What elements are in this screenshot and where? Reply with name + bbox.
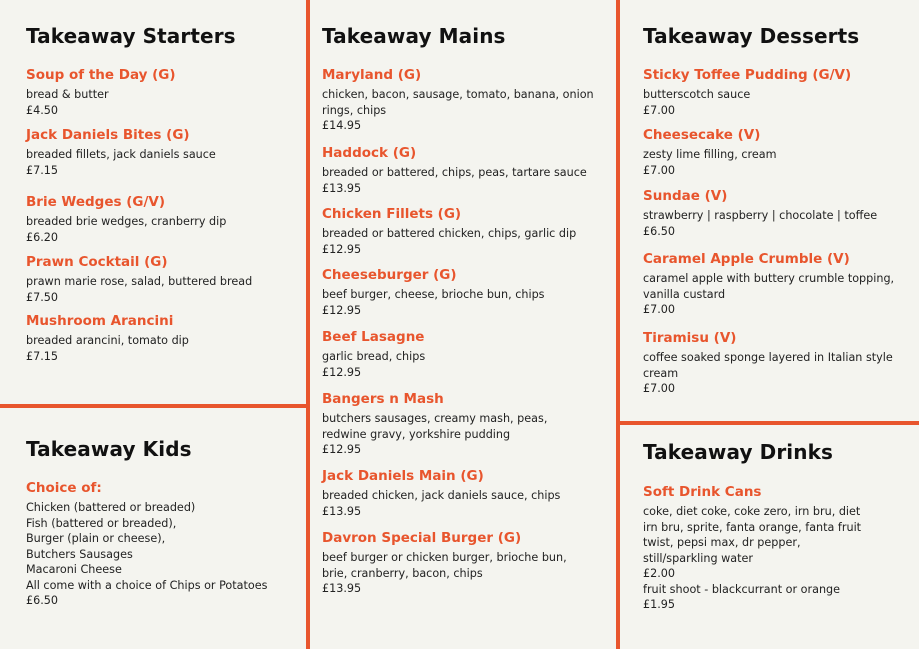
item-desc: coke, diet coke, coke zero, irn bru, diet irn bru, sprite, fanta orange, fanta fruit twist, pepsi max, dr pepper, still/sparkling water xyxy=(643,505,862,565)
item-name: Brie Wedges (G/V) xyxy=(26,194,166,210)
drinks-section xyxy=(643,440,898,640)
item-desc: strawberry | raspberry | chocolate | toffee xyxy=(643,209,878,222)
kids-title: Takeaway Kids xyxy=(26,437,192,461)
item-name: Bangers n Mash xyxy=(322,391,444,407)
kids-option: Butchers Sausages xyxy=(26,547,133,561)
item-desc: caramel apple with buttery crumble topping, vanilla custard xyxy=(643,272,895,301)
item-price: £6.20 xyxy=(26,230,59,244)
item-price: £7.50 xyxy=(26,290,59,304)
desserts-title: Takeaway Desserts xyxy=(643,24,860,48)
item-price: £7.00 xyxy=(643,382,676,395)
menu-item xyxy=(643,250,905,318)
item-desc: chicken, bacon, sausage, tomato, banana, onion rings, chips xyxy=(322,88,594,117)
item-desc: butchers sausages, creamy mash, peas, redwine gravy, yorkshire pudding xyxy=(322,412,548,441)
starters-section xyxy=(26,24,298,394)
starters-title: Takeaway Starters xyxy=(26,24,236,48)
item-price: £13.95 xyxy=(322,582,362,595)
item-desc: prawn marie rose, salad, buttered bread xyxy=(26,275,253,288)
menu-item xyxy=(26,66,298,118)
menu-item xyxy=(26,193,298,245)
item-desc: garlic bread, chips xyxy=(322,350,426,363)
item-name: Cheeseburger (G) xyxy=(322,267,457,283)
item-name: Haddock (G) xyxy=(322,145,417,161)
item-name: Jack Daniels Main (G) xyxy=(322,468,484,484)
item-price: £13.95 xyxy=(322,181,362,195)
menu-item xyxy=(643,126,905,178)
item-name: Beef Lasagne xyxy=(322,329,425,345)
item-name: Soup of the Day (G) xyxy=(26,67,176,83)
mains-title: Takeaway Mains xyxy=(322,24,506,48)
item-desc: breaded brie wedges, cranberry dip xyxy=(26,215,227,228)
item-price: £4.50 xyxy=(26,103,59,117)
menu-item xyxy=(322,328,594,380)
kids-option: Fish (battered or breaded), xyxy=(26,516,177,530)
item-desc: breaded fillets, jack daniels sauce xyxy=(26,148,216,161)
menu-item xyxy=(322,66,594,134)
divider-horizontal-right xyxy=(618,421,919,425)
item-price: £7.15 xyxy=(26,163,59,177)
item-price: £12.95 xyxy=(322,365,362,379)
menu-item xyxy=(643,329,905,397)
item-price: £7.15 xyxy=(26,349,59,363)
menu-item xyxy=(643,483,898,613)
item-price: £7.00 xyxy=(643,163,676,177)
item-desc: beef burger or chicken burger, brioche bun, brie, cranberry, bacon, chips xyxy=(322,551,567,580)
item-name: Tiramisu (V) xyxy=(643,330,737,346)
item-name: Sundae (V) xyxy=(643,188,728,204)
item-price: £7.00 xyxy=(643,103,676,117)
item-desc: breaded arancini, tomato dip xyxy=(26,334,189,347)
item-name: Mushroom Arancini xyxy=(26,313,174,329)
kids-heading: Choice of: xyxy=(26,480,102,496)
item-desc: zesty lime filling, cream xyxy=(643,148,777,161)
item-price: £12.95 xyxy=(322,443,362,456)
menu-item xyxy=(26,126,298,178)
kids-option: All come with a choice of Chips or Potatoes xyxy=(26,578,268,592)
kids-menu xyxy=(26,479,301,609)
menu-item xyxy=(322,205,594,257)
item-name: Prawn Cocktail (G) xyxy=(26,254,168,270)
item-name: Soft Drink Cans xyxy=(643,484,762,500)
item-desc: breaded or battered chicken, chips, garlic dip xyxy=(322,227,577,240)
desserts-section xyxy=(643,24,905,409)
kids-price: £6.50 xyxy=(26,594,59,607)
menu-item xyxy=(322,467,594,519)
menu-item xyxy=(26,253,298,305)
item-desc: breaded chicken, jack daniels sauce, chips xyxy=(322,489,561,502)
item-price: £2.00 xyxy=(643,567,676,580)
item-extra: fruit shoot - blackcurrant or orange xyxy=(643,582,841,596)
menu-item xyxy=(643,66,905,118)
item-price: £6.50 xyxy=(643,224,676,238)
item-name: Jack Daniels Bites (G) xyxy=(26,127,190,143)
kids-option: Burger (plain or cheese), xyxy=(26,532,166,545)
item-price: £14.95 xyxy=(322,119,362,132)
item-name: Chicken Fillets (G) xyxy=(322,206,462,222)
item-desc: butterscotch sauce xyxy=(643,88,751,101)
item-extra-price: £1.95 xyxy=(643,598,676,611)
item-price: £12.95 xyxy=(322,242,362,256)
drinks-title: Takeaway Drinks xyxy=(643,440,834,464)
item-desc: breaded or battered, chips, peas, tartare sauce xyxy=(322,166,587,179)
item-desc: coffee soaked sponge layered in Italian style cream xyxy=(643,351,893,380)
item-desc: bread & butter xyxy=(26,88,109,101)
item-name: Davron Special Burger (G) xyxy=(322,530,522,546)
item-price: £12.95 xyxy=(322,303,362,317)
divider-vertical-right xyxy=(616,0,620,649)
item-name: Cheesecake (V) xyxy=(643,127,761,143)
menu-item xyxy=(322,390,594,458)
item-price: £7.00 xyxy=(643,303,676,316)
menu-item xyxy=(26,312,298,364)
item-price: £13.95 xyxy=(322,504,362,518)
menu-item xyxy=(322,529,594,597)
item-name: Sticky Toffee Pudding (G/V) xyxy=(643,67,852,83)
kids-option: Chicken (battered or breaded) xyxy=(26,501,196,514)
item-name: Caramel Apple Crumble (V) xyxy=(643,251,850,267)
kids-option: Macaroni Cheese xyxy=(26,563,122,576)
kids-section xyxy=(26,437,301,637)
divider-vertical-left xyxy=(306,0,310,649)
item-desc: beef burger, cheese, brioche bun, chips xyxy=(322,288,545,301)
menu-item xyxy=(322,266,594,318)
menu-item xyxy=(322,144,594,196)
mains-section xyxy=(322,24,594,624)
divider-horizontal-left xyxy=(0,404,308,408)
menu-item xyxy=(643,187,905,239)
item-name: Maryland (G) xyxy=(322,67,422,83)
